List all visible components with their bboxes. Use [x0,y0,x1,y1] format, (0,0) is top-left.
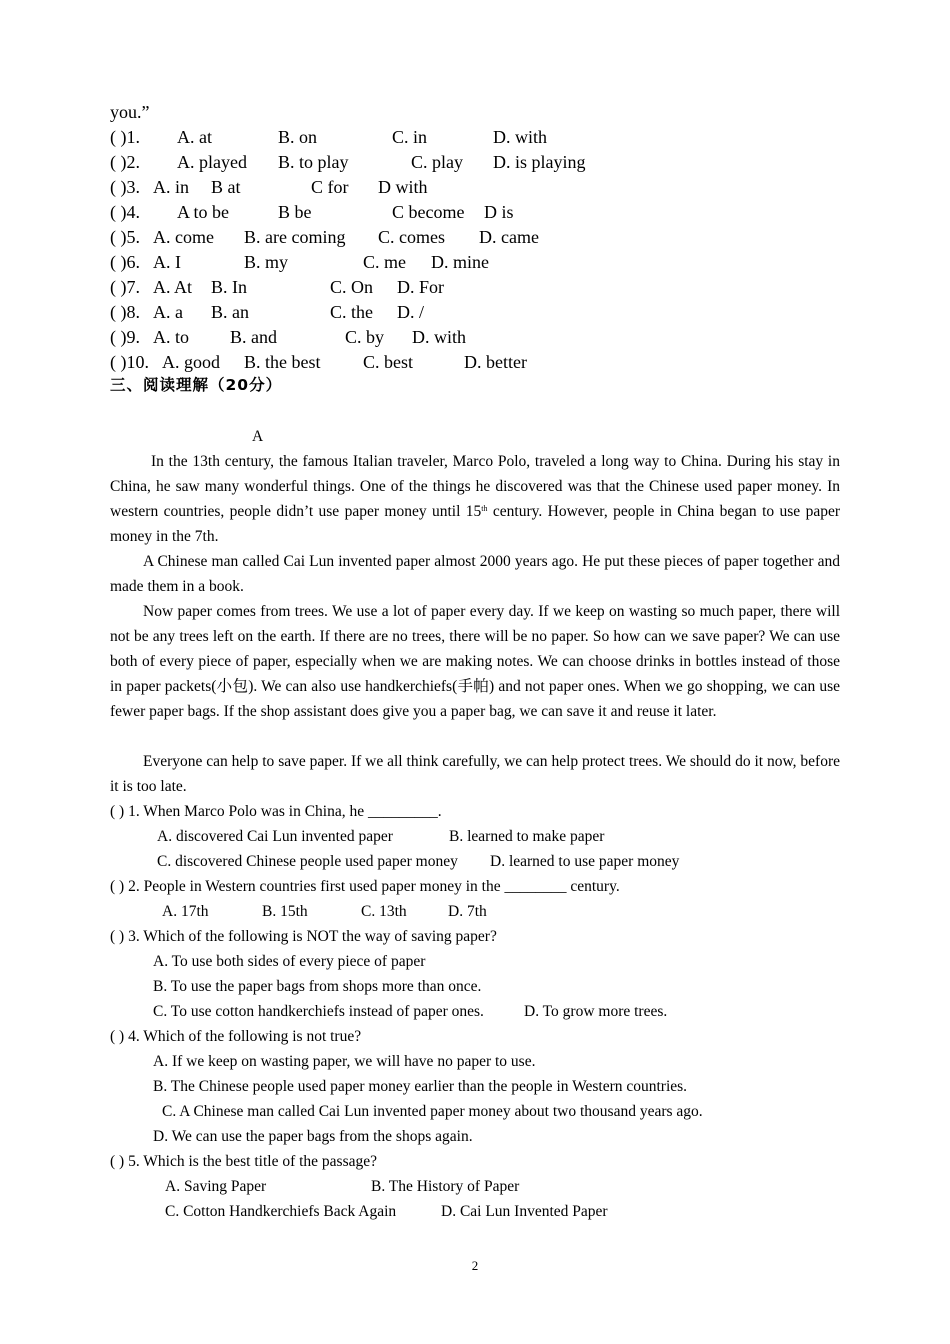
passage-label: A [252,428,264,445]
option-b: B. The History of Paper [371,1178,520,1195]
option-a: A. in [153,177,189,197]
question-number: ( )5. [110,227,140,247]
reading-question-3-option-b: B. To use the paper bags from shops more than once. [153,978,482,995]
reading-question-4-option-b: B. The Chinese people used paper money earlier than the people in Western countries. [153,1078,688,1095]
passage-paragraph-3 [110,599,840,724]
option-a: A. at [177,127,212,147]
option-d: D. came [479,227,539,247]
paragraph-text-after: century. However, people in China began to use paper money in the 7th. [110,503,840,545]
section-heading: 三、阅读理解（20分） [110,376,283,394]
option-b: B. are coming [244,227,346,247]
option-a: A. come [153,227,214,247]
option-b: B. on [278,127,318,147]
paragraph-text [110,449,840,549]
question-number: ( )6. [110,252,140,272]
option-d: D is [484,202,514,222]
option-c: C. comes [378,227,445,247]
option-b: B. In [211,277,247,297]
option-d: D. learned to use paper money [490,853,680,870]
reading-question-5-stem: ( ) 5. Which is the best title of the passage? [110,1153,378,1170]
option-d: D with [378,177,428,197]
question-number: ( )8. [110,302,140,322]
question-number: ( )7. [110,277,140,297]
option-a: A. 17th [162,903,209,920]
option-b: B. and [230,327,277,347]
passage-paragraph-2 [110,549,840,599]
option-d: D. 7th [448,903,487,920]
reading-question-4-stem: ( ) 4. Which of the following is not true? [110,1028,362,1045]
question-number: ( )9. [110,327,140,347]
option-c: C. 13th [361,903,407,920]
option-c: C. best [363,352,414,372]
option-a: A. discovered Cai Lun invented paper [157,828,393,845]
passage-paragraph-4 [110,749,840,799]
option-a: A to be [177,202,229,222]
option-d: D. / [397,302,424,322]
option-d: D. To grow more trees. [524,1003,668,1020]
option-d: D. with [493,127,547,147]
option-c: C become [392,202,465,222]
option-d: D. For [397,277,445,297]
option-b: B. to play [278,152,349,172]
option-c: C. me [363,252,406,272]
cloze-tail: you.” [110,102,150,122]
paragraph-text: A Chinese man called Cai Lun invented paper almost 2000 years ago. He put these pieces of paper together and made them in a book. [110,553,840,595]
option-d: D. is playing [493,152,586,172]
option-b: B be [278,202,312,222]
paragraph-text-before: In the 13th century, the famous Italian traveler, Marco Polo, traveled a long way to China. During his stay in China, he saw many wonderful things. One of the things he discovered was that the Chinese used paper money. In western countries, people didn’t use paper money until 15 [110,453,840,520]
option-a: A. Saving Paper [165,1178,267,1195]
paragraph-text: Everyone can help to save paper. If we all think carefully, we can help protect trees. We should do it now, before it is too late. [110,753,840,795]
option-c: C. On [330,277,374,297]
question-number: ( )3. [110,177,140,197]
option-d: D. with [412,327,466,347]
paragraph-text: Now paper comes from trees. We use a lot of paper every day. If we keep on wasting so much paper, there will not be any trees left on the earth. If there are no trees, there will be no paper. So how can we save paper? We can use both of every piece of paper, especially when we are making notes. We can choose drinks in bottles instead of those in paper packets(小包). We can also use handkerchiefs(手帕) and not paper ones. When we go shopping, we can use fewer paper bags. If the shop assistant does give you a paper bag, we can save it and reuse it later. [110,603,840,720]
reading-question-4-option-c: C. A Chinese man called Cai Lun invented paper money about two thousand years ago. [162,1103,703,1120]
reading-question-3-stem: ( ) 3. Which of the following is NOT the way of saving paper? [110,928,497,945]
option-c: C for [311,177,349,197]
page-number: 2 [471,1258,479,1273]
reading-question-4-option-a: A. If we keep on wasting paper, we will have no paper to use. [153,1053,536,1070]
option-b: B. an [211,302,249,322]
option-c: C. in [392,127,428,147]
reading-question-4-option-d: D. We can use the paper bags from the shops again. [153,1128,473,1145]
superscript-th: th [481,504,488,513]
question-number: ( )4. [110,202,140,222]
option-a: A. I [153,252,181,272]
option-a: A. At [153,277,193,297]
option-d: D. Cai Lun Invented Paper [441,1203,608,1220]
reading-question-3-option-a: A. To use both sides of every piece of paper [153,953,426,970]
option-b: B. 15th [262,903,308,920]
reading-question-2-stem: ( ) 2. People in Western countries first used paper money in the ________ century. [110,878,620,895]
option-a: A. played [177,152,247,172]
question-number: ( )10. [110,352,149,372]
option-a: A. a [153,302,183,322]
option-a: A. to [153,327,189,347]
option-b: B at [211,177,241,197]
option-c: C. by [345,327,385,347]
option-b: B. the best [244,352,321,372]
option-c: C. To use cotton handkerchiefs instead of paper ones. [153,1003,484,1020]
option-b: B. learned to make paper [449,828,605,845]
question-number: ( )2. [110,152,140,172]
option-c: C. Cotton Handkerchiefs Back Again [165,1203,397,1220]
passage-paragraph-1 [110,449,840,549]
option-c: C. the [330,302,373,322]
option-b: B. my [244,252,289,272]
option-c: C. discovered Chinese people used paper money [157,853,458,870]
option-c: C. play [411,152,463,172]
reading-question-1-stem: ( ) 1. When Marco Polo was in China, he _________. [110,803,442,820]
option-d: D. mine [431,252,489,272]
option-a: A. good [162,352,220,372]
option-d: D. better [464,352,527,372]
question-number: ( )1. [110,127,140,147]
